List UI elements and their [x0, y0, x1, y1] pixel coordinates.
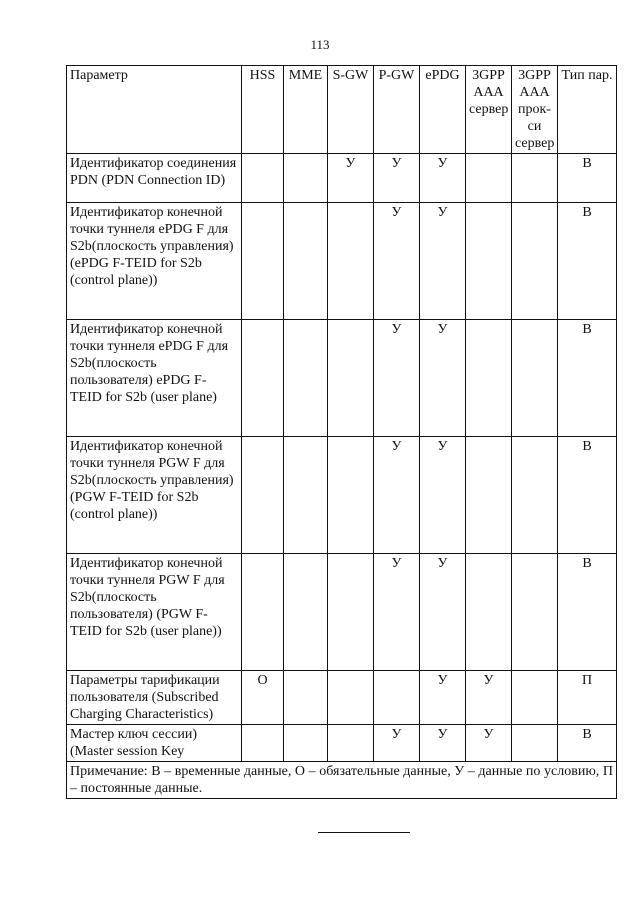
- table-row: [67, 725, 617, 762]
- cell-pgw: У: [374, 437, 420, 554]
- table-note: Примечание: В – временные данные, О – обязательные данные, У – данные по условию, П – постоянные данные.: [67, 762, 617, 799]
- cell-type: П: [558, 671, 617, 725]
- cell-aaa-proxy: [512, 554, 558, 671]
- header-hss: HSS: [242, 66, 284, 154]
- param-name: Идентификатор конечной точки туннеля PGW F для S2b(плоскость управления) (PGW F-TEID for S2b (control plane)): [67, 437, 242, 554]
- param-name: Параметры тарификации пользователя (Subscribed Charging Characteristics): [67, 671, 242, 725]
- header-mme: MME: [284, 66, 328, 154]
- cell-type: В: [558, 725, 617, 762]
- table-row: [67, 671, 617, 725]
- cell-pgw: У: [374, 203, 420, 320]
- cell-epdg: У: [420, 154, 466, 203]
- param-name: Идентификатор конечной точки туннеля ePDG F для S2b(плоскость пользователя) ePDG F-TEID for S2b (user plane): [67, 320, 242, 437]
- cell-pgw: У: [374, 725, 420, 762]
- cell-aaa-proxy: [512, 203, 558, 320]
- cell-aaa: У: [466, 671, 512, 725]
- header-epdg: ePDG: [420, 66, 466, 154]
- cell-aaa: [466, 154, 512, 203]
- cell-epdg: У: [420, 671, 466, 725]
- cell-sgw: У: [328, 154, 374, 203]
- cell-aaa-proxy: [512, 671, 558, 725]
- cell-hss: О: [242, 671, 284, 725]
- cell-aaa-proxy: [512, 437, 558, 554]
- cell-pgw: [374, 671, 420, 725]
- cell-mme: [284, 203, 328, 320]
- table-row: [67, 320, 617, 437]
- cell-aaa: [466, 203, 512, 320]
- cell-hss: [242, 725, 284, 762]
- table-row: [67, 554, 617, 671]
- cell-type: В: [558, 320, 617, 437]
- cell-hss: [242, 320, 284, 437]
- param-name: Идентификатор конечной точки туннеля PGW F для S2b(плоскость пользователя) (PGW F-TEID for S2b (user plane)): [67, 554, 242, 671]
- cell-mme: [284, 671, 328, 725]
- cell-mme: [284, 554, 328, 671]
- cell-type: В: [558, 154, 617, 203]
- cell-sgw: [328, 437, 374, 554]
- cell-aaa: У: [466, 725, 512, 762]
- cell-hss: [242, 437, 284, 554]
- cell-aaa-proxy: [512, 320, 558, 437]
- cell-sgw: [328, 554, 374, 671]
- cell-aaa: [466, 320, 512, 437]
- cell-pgw: У: [374, 320, 420, 437]
- table-row: [67, 437, 617, 554]
- cell-hss: [242, 203, 284, 320]
- page-number: 113: [310, 37, 330, 52]
- table-row: [67, 154, 617, 203]
- cell-pgw: У: [374, 154, 420, 203]
- param-name: Идентификатор соединения PDN (PDN Connection ID): [67, 154, 242, 203]
- cell-sgw: [328, 725, 374, 762]
- cell-epdg: У: [420, 554, 466, 671]
- cell-mme: [284, 437, 328, 554]
- cell-epdg: У: [420, 203, 466, 320]
- cell-aaa-proxy: [512, 725, 558, 762]
- cell-type: В: [558, 437, 617, 554]
- param-name: Идентификатор конечной точки туннеля ePDG F для S2b(плоскость управления) (ePDG F-TEID for S2b (control plane)): [67, 203, 242, 320]
- cell-aaa-proxy: [512, 154, 558, 203]
- cell-epdg: У: [420, 320, 466, 437]
- cell-aaa: [466, 437, 512, 554]
- param-name: Мастер ключ сессии) (Master session Key: [67, 725, 242, 762]
- header-pgw: P-GW: [374, 66, 420, 154]
- table-note-row: [67, 762, 617, 799]
- cell-mme: [284, 725, 328, 762]
- cell-epdg: У: [420, 437, 466, 554]
- header-param-type: Тип пар.: [558, 66, 617, 154]
- header-3gpp-aaa-server: 3GPP AAA сервер: [466, 66, 512, 154]
- cell-sgw: [328, 203, 374, 320]
- cell-hss: [242, 154, 284, 203]
- cell-type: В: [558, 203, 617, 320]
- table-row: [67, 203, 617, 320]
- parameters-table: [66, 65, 617, 799]
- closing-rule-line: [318, 832, 410, 833]
- cell-epdg: У: [420, 725, 466, 762]
- header-3gpp-aaa-proxy-server: 3GPP AAA прок-си сервер: [512, 66, 558, 154]
- cell-mme: [284, 154, 328, 203]
- header-param: Параметр: [67, 66, 242, 154]
- cell-sgw: [328, 320, 374, 437]
- cell-type: В: [558, 554, 617, 671]
- cell-mme: [284, 320, 328, 437]
- table-header-row: [67, 66, 617, 154]
- cell-sgw: [328, 671, 374, 725]
- cell-aaa: [466, 554, 512, 671]
- cell-hss: [242, 554, 284, 671]
- header-sgw: S-GW: [328, 66, 374, 154]
- cell-pgw: У: [374, 554, 420, 671]
